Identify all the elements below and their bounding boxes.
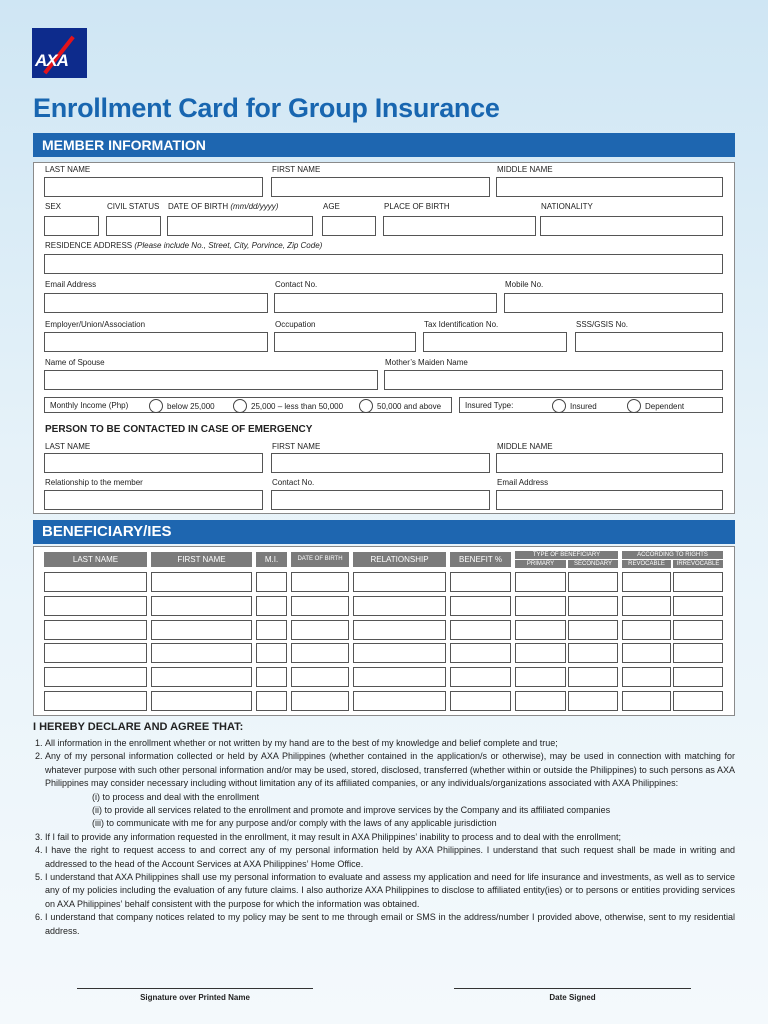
insured-option-label: Dependent <box>645 401 685 411</box>
beneficiary-last-name-cell[interactable] <box>44 643 147 663</box>
date-line <box>454 988 691 989</box>
beneficiary-secondary-cell[interactable] <box>568 596 618 616</box>
signature-line <box>77 988 313 989</box>
insured-option-label: Insured <box>570 401 597 411</box>
beneficiary-last-name-cell[interactable] <box>44 691 147 711</box>
income-option-below-25000[interactable] <box>149 399 215 413</box>
declaration-num: 4. <box>35 845 43 856</box>
contact-input[interactable] <box>274 293 497 313</box>
dob-label <box>168 202 278 211</box>
residence-hint: (Please include No., Street, City, Porvince, Zip Code) <box>134 241 323 250</box>
beneficiary-mi-cell[interactable] <box>256 691 287 711</box>
mother-label: Mother’s Maiden Name <box>385 358 468 367</box>
emergency-email-label: Email Address <box>497 478 549 487</box>
beneficiary-revocable-cell[interactable] <box>622 572 671 592</box>
declaration-num: 2. <box>35 751 43 762</box>
residence-label <box>45 241 322 250</box>
beneficiary-mi-cell[interactable] <box>256 643 287 663</box>
col-first-name: FIRST NAME <box>151 552 252 567</box>
beneficiary-primary-cell[interactable] <box>515 572 566 592</box>
emergency-first-name-label: FIRST NAME <box>272 442 321 451</box>
income-option-50000-above[interactable] <box>359 399 441 413</box>
beneficiary-revocable-cell[interactable] <box>622 691 671 711</box>
beneficiary-dob-cell[interactable] <box>291 572 349 592</box>
emergency-relationship-input[interactable] <box>44 490 263 510</box>
age-label: AGE <box>323 202 340 211</box>
spouse-input[interactable] <box>44 370 378 390</box>
beneficiary-last-name-cell[interactable] <box>44 620 147 640</box>
beneficiary-primary-cell[interactable] <box>515 620 566 640</box>
beneficiary-revocable-cell[interactable] <box>622 667 671 687</box>
insured-type-label: Insured Type: <box>465 401 514 410</box>
beneficiary-benefit-cell[interactable] <box>450 643 511 663</box>
declaration-text: If I fail to provide any information requested in the enrollment, it may result in AXA Philippines’ inability to process and to deal with the enrollment; <box>45 831 621 842</box>
beneficiary-mi-cell[interactable] <box>256 572 287 592</box>
col-primary: PRIMARY <box>515 560 566 568</box>
last-name-label: LAST NAME <box>45 165 91 174</box>
beneficiary-revocable-cell[interactable] <box>622 620 671 640</box>
declaration-num: 1. <box>35 738 43 748</box>
beneficiary-last-name-cell[interactable] <box>44 596 147 616</box>
declaration-num: 3. <box>35 831 43 842</box>
beneficiary-secondary-cell[interactable] <box>568 691 618 711</box>
beneficiary-relationship-cell[interactable] <box>353 620 446 640</box>
beneficiary-primary-cell[interactable] <box>515 596 566 616</box>
member-info-header: MEMBER INFORMATION <box>33 133 735 157</box>
beneficiary-dob-cell[interactable] <box>291 596 349 616</box>
occupation-label: Occupation <box>275 320 316 329</box>
declaration-text: I understand that company notices related to my policy may be sent to me through email or SMS in the address/number I provided above, otherwise, sent to my residential address. <box>45 912 735 936</box>
beneficiary-secondary-cell[interactable] <box>568 643 618 663</box>
declaration-item <box>35 911 735 938</box>
mobile-label: Mobile No. <box>505 280 544 289</box>
beneficiary-irrevocable-cell[interactable] <box>673 691 723 711</box>
place-of-birth-label: PLACE OF BIRTH <box>384 202 450 211</box>
emergency-last-name-label: LAST NAME <box>45 442 91 451</box>
radio-icon <box>149 399 163 413</box>
declaration-text: I have the right to request access to and correct any of my personal information held by AXA Philippines. I understand that such request shall be made in writing and addressed to the head of the Account Services at AXA Philippines’ Home Office. <box>45 845 735 869</box>
dob-hint: (mm/dd/yyyy) <box>230 202 279 211</box>
col-relationship: RELATIONSHIP <box>353 552 446 567</box>
declaration-num: 5. <box>35 872 43 883</box>
civil-status-input[interactable] <box>106 216 161 236</box>
signature-label: Signature over Printed Name <box>140 993 250 1002</box>
radio-icon <box>552 399 566 413</box>
col-secondary: SECONDARY <box>568 560 618 568</box>
beneficiary-relationship-cell[interactable] <box>353 691 446 711</box>
occupation-input[interactable] <box>274 332 416 352</box>
income-option-label: below 25,000 <box>167 401 215 411</box>
sex-label: SEX <box>45 202 62 211</box>
mother-input[interactable] <box>384 370 723 390</box>
axa-logo <box>32 28 87 78</box>
insured-option-insured[interactable] <box>552 399 597 413</box>
employer-input[interactable] <box>44 332 268 352</box>
col-revocable: REVOCABLE <box>622 560 671 568</box>
beneficiary-mi-cell[interactable] <box>256 620 287 640</box>
radio-icon <box>359 399 373 413</box>
beneficiary-first-name-cell[interactable] <box>151 572 252 592</box>
spouse-label: Name of Spouse <box>45 358 105 367</box>
beneficiary-first-name-cell[interactable] <box>151 620 252 640</box>
beneficiary-primary-cell[interactable] <box>515 691 566 711</box>
dob-label-text: DATE OF BIRTH <box>168 202 229 211</box>
beneficiary-first-name-cell[interactable] <box>151 667 252 687</box>
beneficiaries-header: BENEFICIARY/IES <box>33 520 735 544</box>
declaration-text: Any of my personal information collected or held by AXA Philippines (whether contained in the application/s or otherwise), may be used in connection with matching for whatever purpose with such other personal information and/or may be used, stored, disclosed, transferred (whether within or outside the Philippines) to such persons as AXA Philippines may consider necessary including without limitation any of its affiliated companies, or any individuals/organizations associated with AXA Philippines: <box>45 751 735 789</box>
declaration-item <box>35 844 735 871</box>
declaration-item <box>35 831 735 844</box>
emergency-relationship-label: Relationship to the member <box>45 478 143 487</box>
radio-icon <box>233 399 247 413</box>
middle-name-label: MIDDLE NAME <box>497 165 553 174</box>
beneficiary-benefit-cell[interactable] <box>450 667 511 687</box>
col-last-name: LAST NAME <box>44 552 147 567</box>
age-input[interactable] <box>322 216 376 236</box>
beneficiary-mi-cell[interactable] <box>256 667 287 687</box>
declaration-item <box>35 871 735 911</box>
declaration-item <box>35 750 735 790</box>
email-label: Email Address <box>45 280 97 289</box>
beneficiary-last-name-cell[interactable] <box>44 667 147 687</box>
sss-input[interactable] <box>575 332 723 352</box>
income-option-25000-50000[interactable] <box>233 399 343 413</box>
beneficiary-relationship-cell[interactable] <box>353 667 446 687</box>
declaration-item <box>35 737 735 750</box>
beneficiary-first-name-cell[interactable] <box>151 691 252 711</box>
beneficiary-first-name-cell[interactable] <box>151 643 252 663</box>
date-signed-label: Date Signed <box>549 993 596 1002</box>
emergency-contact-input[interactable] <box>271 490 490 510</box>
beneficiary-benefit-cell[interactable] <box>450 572 511 592</box>
beneficiary-secondary-cell[interactable] <box>568 667 618 687</box>
declaration-list <box>35 737 735 938</box>
beneficiary-mi-cell[interactable] <box>256 596 287 616</box>
beneficiary-secondary-cell[interactable] <box>568 620 618 640</box>
residence-label-text: RESIDENCE ADDRESS <box>45 241 133 250</box>
col-type-group: TYPE OF BENEFICIARY <box>515 551 618 559</box>
dob-input[interactable] <box>167 216 313 236</box>
logo-text: AXA <box>35 51 68 70</box>
beneficiary-secondary-cell[interactable] <box>568 572 618 592</box>
col-irrevocable: IRREVOCABLE <box>673 560 723 568</box>
col-rights-group: ACCORDING TO RIGHTS <box>622 551 723 559</box>
declaration-subitem: (i) to process and deal with the enrollment <box>92 791 260 802</box>
nationality-input[interactable] <box>540 216 723 236</box>
col-mi: M.I. <box>256 552 287 567</box>
monthly-income-label: Monthly Income (Php) <box>50 401 129 410</box>
beneficiary-revocable-cell[interactable] <box>622 596 671 616</box>
beneficiary-dob-cell[interactable] <box>291 620 349 640</box>
beneficiary-benefit-cell[interactable] <box>450 596 511 616</box>
contact-label: Contact No. <box>275 280 318 289</box>
beneficiary-relationship-cell[interactable] <box>353 572 446 592</box>
beneficiary-relationship-cell[interactable] <box>353 643 446 663</box>
beneficiary-primary-cell[interactable] <box>515 643 566 663</box>
sex-input[interactable] <box>44 216 99 236</box>
beneficiary-first-name-cell[interactable] <box>151 596 252 616</box>
tin-label: Tax Identification No. <box>424 320 499 329</box>
income-option-label: 25,000 – less than 50,000 <box>251 401 344 411</box>
emergency-header: PERSON TO BE CONTACTED IN CASE OF EMERGENCY <box>45 424 313 435</box>
emergency-middle-name-input[interactable] <box>496 453 723 473</box>
beneficiary-relationship-cell[interactable] <box>353 596 446 616</box>
nationality-label: NATIONALITY <box>541 202 593 211</box>
last-name-input[interactable] <box>44 177 263 197</box>
sss-label: SSS/GSIS No. <box>576 320 629 329</box>
declaration-subitem: (iii) to communicate with me for any purpose and/or comply with the laws of any applicable jurisdiction <box>92 818 497 829</box>
beneficiary-dob-cell[interactable] <box>291 667 349 687</box>
emergency-last-name-input[interactable] <box>44 453 263 473</box>
beneficiary-primary-cell[interactable] <box>515 667 566 687</box>
employer-label: Employer/Union/Association <box>45 320 146 329</box>
beneficiary-dob-cell[interactable] <box>291 691 349 711</box>
beneficiary-dob-cell[interactable] <box>291 643 349 663</box>
beneficiary-irrevocable-cell[interactable] <box>673 643 723 663</box>
email-input[interactable] <box>44 293 268 313</box>
beneficiary-benefit-cell[interactable] <box>450 691 511 711</box>
civil-status-label: CIVIL STATUS <box>107 202 160 211</box>
beneficiary-irrevocable-cell[interactable] <box>673 572 723 592</box>
place-of-birth-input[interactable] <box>383 216 536 236</box>
emergency-email-input[interactable] <box>496 490 723 510</box>
beneficiary-irrevocable-cell[interactable] <box>673 667 723 687</box>
declaration-text: I understand that AXA Philippines shall use my personal information to evaluate and assess my application and need for life insurance and investments, as well as to service any of my policies including the evaluation of any future claims. I also authorize AXA Philippines to disclose to affiliated entity(ies) or to persons or entities providing services on AXA Philippines’ behalf consistent with the purpose for which the information was obtained. <box>45 872 735 909</box>
beneficiary-revocable-cell[interactable] <box>622 643 671 663</box>
page-title: Enrollment Card for Group Insurance <box>33 93 500 123</box>
beneficiary-irrevocable-cell[interactable] <box>673 620 723 640</box>
beneficiary-irrevocable-cell[interactable] <box>673 596 723 616</box>
col-dob: DATE OF BIRTH <box>291 552 349 567</box>
declaration-text: All information in the enrollment whether or not written by my hand are to the best of my knowledge and belief complete and true; <box>45 738 558 748</box>
radio-icon <box>627 399 641 413</box>
emergency-first-name-input[interactable] <box>271 453 490 473</box>
tin-input[interactable] <box>423 332 567 352</box>
first-name-input[interactable] <box>271 177 490 197</box>
beneficiary-last-name-cell[interactable] <box>44 572 147 592</box>
declaration-num: 6. <box>35 912 43 923</box>
insured-option-dependent[interactable] <box>627 399 684 413</box>
emergency-contact-label: Contact No. <box>272 478 315 487</box>
residence-input[interactable] <box>44 254 723 274</box>
declaration-title: I HEREBY DECLARE AND AGREE THAT: <box>33 721 244 733</box>
mobile-input[interactable] <box>504 293 723 313</box>
beneficiary-benefit-cell[interactable] <box>450 620 511 640</box>
col-benefit: BENEFIT % <box>450 552 511 567</box>
declaration-subitem: (ii) to provide all services related to the enrollment and promote and improve services by the Company and its affiliated companies <box>92 805 611 816</box>
income-option-label: 50,000 and above <box>377 401 442 411</box>
first-name-label: FIRST NAME <box>272 165 321 174</box>
emergency-middle-name-label: MIDDLE NAME <box>497 442 553 451</box>
middle-name-input[interactable] <box>496 177 723 197</box>
